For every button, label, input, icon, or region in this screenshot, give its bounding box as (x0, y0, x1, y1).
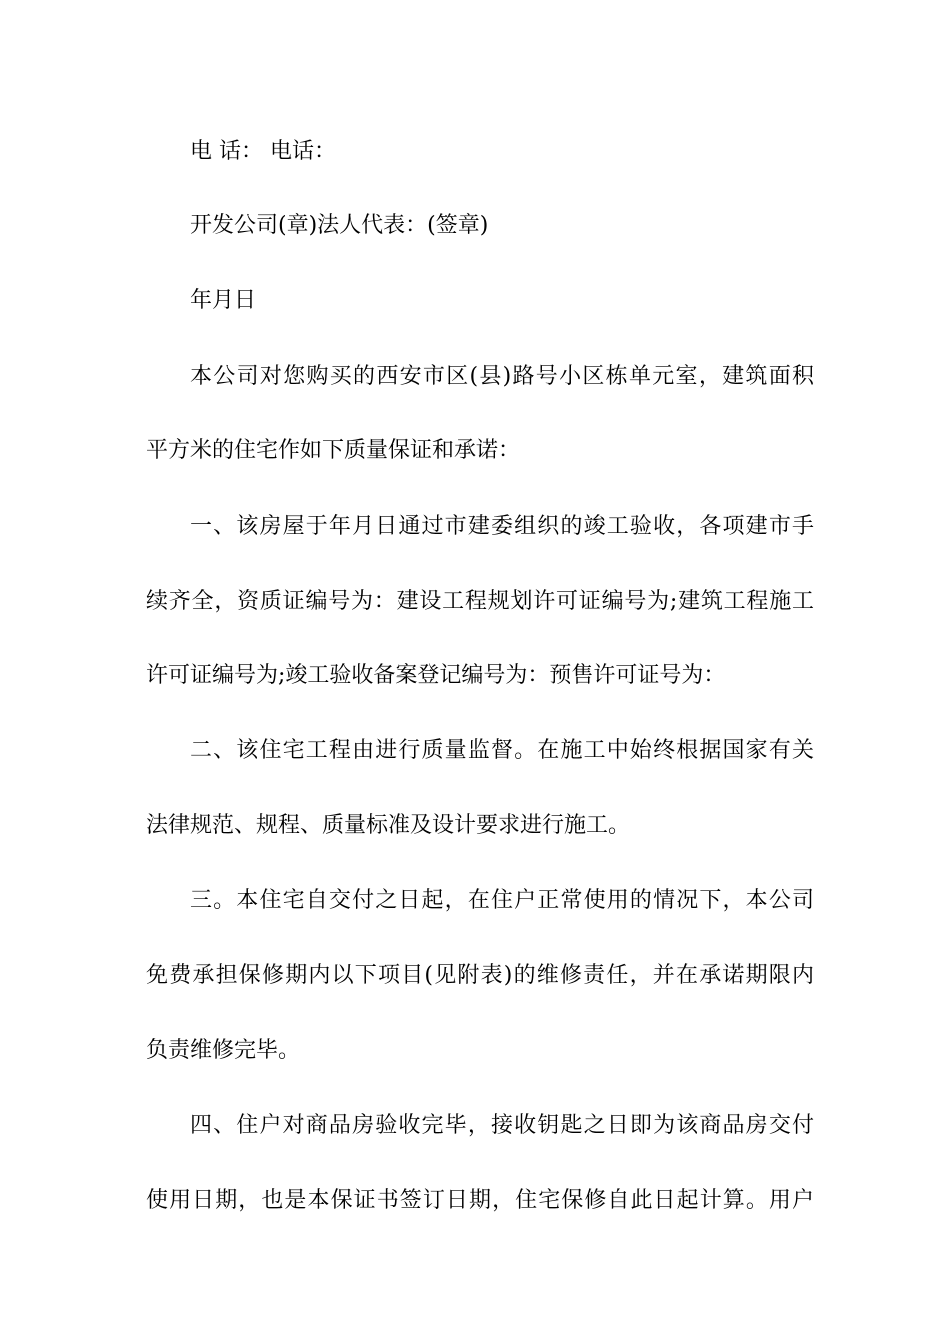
clause-3-line-2: 免费承担保修期内以下项目(见附表)的维修责任，并在承诺期限内 (146, 963, 814, 988)
intro-paragraph-line-1: 本公司对您购买的西安市区(县)路号小区栋单元室，建筑面积 (190, 364, 814, 389)
clause-1-line-1: 一、该房屋于年月日通过市建委组织的竣工验收，各项建市手 (190, 514, 814, 539)
clause-4-line-2: 使用日期，也是本保证书签订日期，住宅保修自此日起计算。用户 (146, 1188, 814, 1213)
company-signature-line: 开发公司(章)法人代表：(签章) (190, 213, 489, 238)
clause-2-line-2: 法律规范、规程、质量标准及设计要求进行施工。 (146, 813, 631, 838)
clause-2-line-1: 二、该住宅工程由进行质量监督。在施工中始终根据国家有关 (190, 738, 814, 763)
clause-3-line-3: 负责维修完毕。 (146, 1038, 301, 1063)
date-line: 年月日 (190, 288, 257, 313)
clause-3-line-1: 三。本住宅自交付之日起，在住户正常使用的情况下，本公司 (190, 888, 814, 913)
clause-1-line-2: 续齐全，资质证编号为：建设工程规划许可证编号为;建筑工程施工 (146, 589, 814, 614)
clause-1-line-3: 许可证编号为;竣工验收备案登记编号为：预售许可证号为： (146, 663, 726, 688)
intro-paragraph-line-2: 平方米的住宅作如下质量保证和承诺： (146, 438, 521, 463)
clause-4-line-1: 四、住户对商品房验收完毕，接收钥匙之日即为该商品房交付 (190, 1113, 814, 1138)
phone-line: 电 话： 电话： (190, 139, 336, 164)
